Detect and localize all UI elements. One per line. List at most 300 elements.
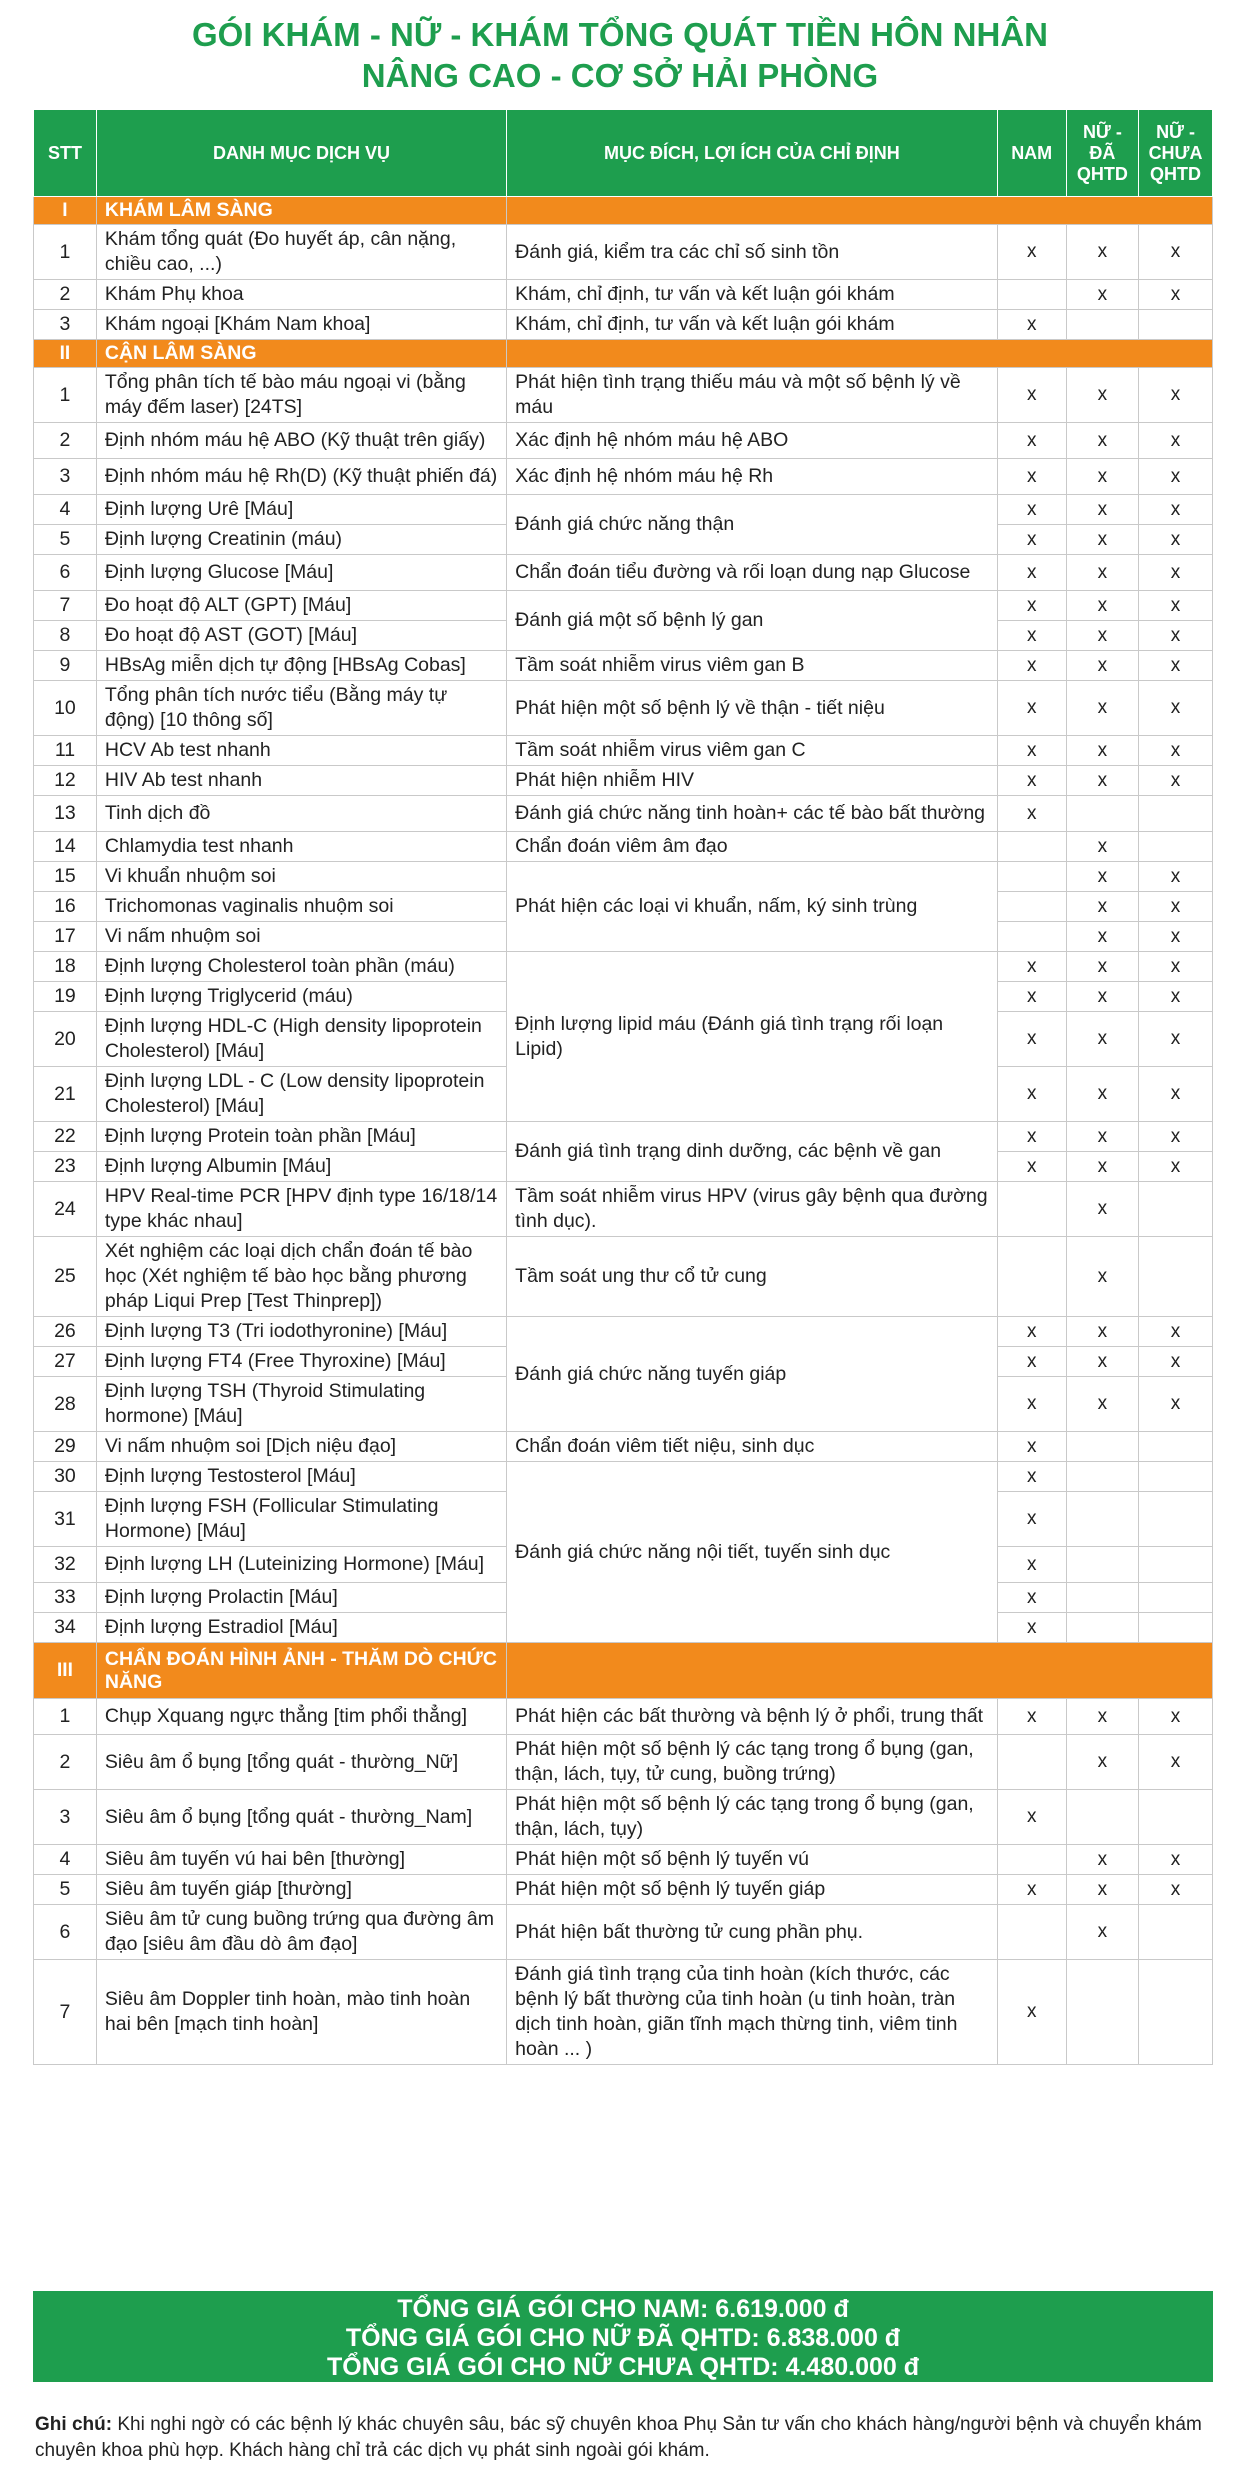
- row-stt: 6: [34, 555, 97, 591]
- mark-nu-da: [1066, 1547, 1138, 1583]
- purpose-text: Khám, chỉ định, tư vấn và kết luận gói khám: [507, 310, 997, 340]
- mark-nu-chua: x: [1139, 892, 1213, 922]
- mark-nu-chua: x: [1139, 1152, 1213, 1182]
- row-stt: 15: [34, 862, 97, 892]
- mark-nam: x: [997, 1347, 1066, 1377]
- mark-nu-chua: [1139, 1492, 1213, 1547]
- mark-nam: [997, 832, 1066, 862]
- mark-nu-da: x: [1066, 922, 1138, 952]
- purpose-text: Xác định hệ nhóm máu hệ ABO: [507, 423, 997, 459]
- mark-nu-da: x: [1066, 591, 1138, 621]
- mark-nam: [997, 1905, 1066, 1960]
- purpose-text: Chẩn đoán viêm âm đạo: [507, 832, 997, 862]
- service-name: Định lượng Prolactin [Máu]: [96, 1583, 506, 1613]
- table-row: [34, 1122, 1213, 1152]
- mark-nam: x: [997, 1317, 1066, 1347]
- row-stt: 7: [34, 591, 97, 621]
- row-stt: 31: [34, 1492, 97, 1547]
- service-name: Vi khuẩn nhuộm soi: [96, 862, 506, 892]
- mark-nam: x: [997, 952, 1066, 982]
- mark-nu-chua: [1139, 310, 1213, 340]
- service-name: Siêu âm tuyến vú hai bên [thường]: [96, 1845, 506, 1875]
- total-nu-chua: TỔNG GIÁ GÓI CHO NỮ CHƯA QHTD: 4.480.000 đ: [326, 2353, 920, 2381]
- mark-nu-chua: x: [1139, 736, 1213, 766]
- section-row: [34, 1643, 1213, 1699]
- service-name: Định lượng Triglycerid (máu): [96, 982, 506, 1012]
- section-number: III: [34, 1643, 97, 1699]
- note-label: Ghi chú:: [35, 2414, 113, 2435]
- table-row: [34, 1960, 1213, 2065]
- row-stt: 20: [34, 1012, 97, 1067]
- service-name: Chlamydia test nhanh: [96, 832, 506, 862]
- mark-nam: x: [997, 681, 1066, 736]
- page-title: [0, 14, 1240, 96]
- mark-nam: [997, 892, 1066, 922]
- mark-nu-chua: [1139, 1237, 1213, 1317]
- mark-nu-da: x: [1066, 1875, 1138, 1905]
- service-name: Định lượng FT4 (Free Thyroxine) [Máu]: [96, 1347, 506, 1377]
- mark-nu-da: x: [1066, 1067, 1138, 1122]
- mark-nu-chua: x: [1139, 651, 1213, 681]
- mark-nam: x: [997, 1492, 1066, 1547]
- row-stt: 27: [34, 1347, 97, 1377]
- footnote: [35, 2412, 1215, 2464]
- purpose-text: Tầm soát nhiễm virus viêm gan B: [507, 651, 997, 681]
- service-name: Đo hoạt độ ALT (GPT) [Máu]: [96, 591, 506, 621]
- mark-nu-chua: [1139, 1790, 1213, 1845]
- mark-nu-da: [1066, 1462, 1138, 1492]
- mark-nu-chua: [1139, 1547, 1213, 1583]
- table-row: [34, 368, 1213, 423]
- row-stt: 34: [34, 1613, 97, 1643]
- table-row: [34, 766, 1213, 796]
- purpose-text: Tầm soát nhiễm virus HPV (virus gây bệnh qua đường tình dục).: [507, 1182, 997, 1237]
- row-stt: 3: [34, 459, 97, 495]
- service-name: Định lượng LH (Luteinizing Hormone) [Máu]: [96, 1547, 506, 1583]
- table-row: [34, 1699, 1213, 1735]
- mark-nu-da: x: [1066, 832, 1138, 862]
- service-name: Trichomonas vaginalis nhuộm soi: [96, 892, 506, 922]
- mark-nu-da: x: [1066, 1122, 1138, 1152]
- mark-nam: x: [997, 796, 1066, 832]
- mark-nu-da: [1066, 1790, 1138, 1845]
- row-stt: 32: [34, 1547, 97, 1583]
- service-table: [33, 109, 1213, 2065]
- table-row: [34, 952, 1213, 982]
- table-row: [34, 1432, 1213, 1462]
- row-stt: 13: [34, 796, 97, 832]
- mark-nu-da: x: [1066, 280, 1138, 310]
- row-stt: 22: [34, 1122, 97, 1152]
- row-stt: 16: [34, 892, 97, 922]
- mark-nu-chua: x: [1139, 280, 1213, 310]
- mark-nu-chua: [1139, 1182, 1213, 1237]
- purpose-text: Phát hiện một số bệnh lý tuyến vú: [507, 1845, 997, 1875]
- mark-nu-chua: x: [1139, 525, 1213, 555]
- purpose-text: Đánh giá chức năng thận: [507, 495, 997, 555]
- purpose-text: Tầm soát ung thư cổ tử cung: [507, 1237, 997, 1317]
- purpose-text: Đánh giá, kiểm tra các chỉ số sinh tồn: [507, 225, 997, 280]
- mark-nu-da: x: [1066, 459, 1138, 495]
- row-stt: 28: [34, 1377, 97, 1432]
- section-title: CẬN LÂM SÀNG: [96, 340, 506, 368]
- mark-nu-chua: x: [1139, 1875, 1213, 1905]
- mark-nam: x: [997, 495, 1066, 525]
- service-name: Khám tổng quát (Đo huyết áp, cân nặng, chiều cao, ...): [96, 225, 506, 280]
- mark-nu-da: x: [1066, 1347, 1138, 1377]
- mark-nu-da: x: [1066, 952, 1138, 982]
- mark-nu-chua: x: [1139, 555, 1213, 591]
- service-name: Vi nấm nhuộm soi [Dịch niệu đạo]: [96, 1432, 506, 1462]
- mark-nu-da: x: [1066, 1699, 1138, 1735]
- row-stt: 30: [34, 1462, 97, 1492]
- table-row: [34, 1317, 1213, 1347]
- service-name: Định lượng FSH (Follicular Stimulating Hormone) [Máu]: [96, 1492, 506, 1547]
- header-service: DANH MỤC DỊCH VỤ: [96, 110, 506, 197]
- total-price-banner: [33, 2291, 1213, 2382]
- header-nu-da: NỮ - ĐÃ QHTD: [1066, 110, 1138, 197]
- mark-nu-da: x: [1066, 423, 1138, 459]
- section-title: KHÁM LÂM SÀNG: [96, 197, 506, 225]
- table-row: [34, 495, 1213, 525]
- purpose-text: Định lượng lipid máu (Đánh giá tình trạng rối loạn Lipid): [507, 952, 997, 1122]
- mark-nu-da: [1066, 310, 1138, 340]
- mark-nu-da: [1066, 1960, 1138, 2065]
- service-name: Tổng phân tích tế bào máu ngoại vi (bằng máy đếm laser) [24TS]: [96, 368, 506, 423]
- service-name: Định nhóm máu hệ ABO (Kỹ thuật trên giấy): [96, 423, 506, 459]
- total-nu-da: TỔNG GIÁ GÓI CHO NỮ ĐÃ QHTD: 6.838.000 đ: [345, 2324, 901, 2352]
- header-purpose: MỤC ĐÍCH, LỢI ÍCH CỦA CHỈ ĐỊNH: [507, 110, 997, 197]
- mark-nam: x: [997, 1960, 1066, 2065]
- mark-nam: x: [997, 651, 1066, 681]
- mark-nu-chua: x: [1139, 1845, 1213, 1875]
- service-name: Chụp Xquang ngực thẳng [tim phổi thẳng]: [96, 1699, 506, 1735]
- mark-nu-chua: x: [1139, 621, 1213, 651]
- table-row: [34, 1462, 1213, 1492]
- purpose-text: Phát hiện các loại vi khuẩn, nấm, ký sinh trùng: [507, 862, 997, 952]
- row-stt: 2: [34, 1735, 97, 1790]
- row-stt: 4: [34, 1845, 97, 1875]
- purpose-text: Đánh giá chức năng tinh hoàn+ các tế bào bất thường: [507, 796, 997, 832]
- mark-nu-da: x: [1066, 1012, 1138, 1067]
- note-text: Khi nghi ngờ có các bệnh lý khác chuyên sâu, bác sỹ chuyên khoa Phụ Sản tư vấn cho khách hàng/người bệnh và chuyển khám chuyên khoa phù hợp. Khách hàng chỉ trả các dịch vụ phát sinh ngoài gói khám.: [35, 2414, 1202, 2461]
- title-line-1: GÓI KHÁM - NỮ - KHÁM TỔNG QUÁT TIỀN HÔN NHÂN: [192, 16, 1048, 53]
- table-row: [34, 1237, 1213, 1317]
- service-name: Định lượng Testosterol [Máu]: [96, 1462, 506, 1492]
- mark-nu-chua: x: [1139, 862, 1213, 892]
- row-stt: 2: [34, 423, 97, 459]
- row-stt: 5: [34, 1875, 97, 1905]
- mark-nu-da: x: [1066, 621, 1138, 651]
- service-name: Siêu âm ổ bụng [tổng quát - thường_Nam]: [96, 1790, 506, 1845]
- service-name: Tổng phân tích nước tiểu (Bằng máy tự động) [10 thông số]: [96, 681, 506, 736]
- service-name: HCV Ab test nhanh: [96, 736, 506, 766]
- mark-nu-da: x: [1066, 1182, 1138, 1237]
- table-row: [34, 555, 1213, 591]
- mark-nu-da: [1066, 1432, 1138, 1462]
- mark-nu-chua: [1139, 1905, 1213, 1960]
- mark-nam: x: [997, 459, 1066, 495]
- table-row: [34, 796, 1213, 832]
- table-header-row: [34, 110, 1213, 197]
- mark-nu-da: x: [1066, 368, 1138, 423]
- service-name: Khám Phụ khoa: [96, 280, 506, 310]
- table-row: [34, 591, 1213, 621]
- mark-nu-da: [1066, 1492, 1138, 1547]
- section-filler: [507, 340, 1213, 368]
- row-stt: 29: [34, 1432, 97, 1462]
- purpose-text: Chẩn đoán tiểu đường và rối loạn dung nạp Glucose: [507, 555, 997, 591]
- mark-nam: x: [997, 423, 1066, 459]
- mark-nu-chua: x: [1139, 982, 1213, 1012]
- total-nam: TỔNG GIÁ GÓI CHO NAM: 6.619.000 đ: [397, 2295, 849, 2323]
- row-stt: 23: [34, 1152, 97, 1182]
- section-filler: [507, 197, 1213, 225]
- mark-nu-da: x: [1066, 892, 1138, 922]
- mark-nam: x: [997, 1875, 1066, 1905]
- table-row: [34, 1790, 1213, 1845]
- service-name: Định lượng Glucose [Máu]: [96, 555, 506, 591]
- mark-nu-da: x: [1066, 1237, 1138, 1317]
- service-name: Định lượng Protein toàn phần [Máu]: [96, 1122, 506, 1152]
- mark-nam: x: [997, 1432, 1066, 1462]
- purpose-text: Tầm soát nhiễm virus viêm gan C: [507, 736, 997, 766]
- table-row: [34, 1845, 1213, 1875]
- table-row: [34, 832, 1213, 862]
- section-row: [34, 197, 1213, 225]
- section-title: CHẨN ĐOÁN HÌNH ẢNH - THĂM DÒ CHỨC NĂNG: [96, 1643, 506, 1699]
- purpose-text: Đánh giá một số bệnh lý gan: [507, 591, 997, 651]
- mark-nu-da: x: [1066, 1735, 1138, 1790]
- header-nu-chua: NỮ - CHƯA QHTD: [1139, 110, 1213, 197]
- table-row: [34, 736, 1213, 766]
- row-stt: 7: [34, 1960, 97, 2065]
- mark-nam: x: [997, 1790, 1066, 1845]
- table-row: [34, 1735, 1213, 1790]
- mark-nam: x: [997, 1377, 1066, 1432]
- header-stt: STT: [34, 110, 97, 197]
- service-name: Đo hoạt độ AST (GOT) [Máu]: [96, 621, 506, 651]
- service-name: Định lượng LDL - C (Low density lipoprotein Cholesterol) [Máu]: [96, 1067, 506, 1122]
- purpose-text: Khám, chỉ định, tư vấn và kết luận gói khám: [507, 280, 997, 310]
- row-stt: 8: [34, 621, 97, 651]
- service-name: HIV Ab test nhanh: [96, 766, 506, 796]
- purpose-text: Đánh giá chức năng nội tiết, tuyến sinh dục: [507, 1462, 997, 1643]
- mark-nu-chua: [1139, 1583, 1213, 1613]
- mark-nu-da: x: [1066, 766, 1138, 796]
- mark-nu-chua: [1139, 832, 1213, 862]
- service-name: Siêu âm tuyến giáp [thường]: [96, 1875, 506, 1905]
- service-name: Định lượng T3 (Tri iodothyronine) [Máu]: [96, 1317, 506, 1347]
- service-name: Định lượng HDL-C (High density lipoprotein Cholesterol) [Máu]: [96, 1012, 506, 1067]
- service-name: Định lượng TSH (Thyroid Stimulating hormone) [Máu]: [96, 1377, 506, 1432]
- row-stt: 1: [34, 225, 97, 280]
- mark-nu-chua: x: [1139, 922, 1213, 952]
- row-stt: 3: [34, 310, 97, 340]
- mark-nam: x: [997, 368, 1066, 423]
- table-row: [34, 862, 1213, 892]
- table-row: [34, 1182, 1213, 1237]
- service-name: Định lượng Estradiol [Máu]: [96, 1613, 506, 1643]
- mark-nu-chua: [1139, 796, 1213, 832]
- row-stt: 11: [34, 736, 97, 766]
- mark-nam: x: [997, 525, 1066, 555]
- mark-nu-chua: [1139, 1432, 1213, 1462]
- mark-nam: x: [997, 591, 1066, 621]
- row-stt: 5: [34, 525, 97, 555]
- purpose-text: Đánh giá tình trạng của tinh hoàn (kích thước, các bệnh lý bất thường của tinh hoàn (u tinh hoàn, tràn dịch tinh hoàn, giãn tĩnh mạch thừng tinh, viêm tinh hoàn ... ): [507, 1960, 997, 2065]
- mark-nam: x: [997, 555, 1066, 591]
- mark-nam: [997, 862, 1066, 892]
- row-stt: 33: [34, 1583, 97, 1613]
- service-name: Định lượng Urê [Máu]: [96, 495, 506, 525]
- title-line-2: NÂNG CAO - CƠ SỞ HẢI PHÒNG: [361, 57, 879, 94]
- service-name: Siêu âm Doppler tinh hoàn, mào tinh hoàn hai bên [mạch tinh hoàn]: [96, 1960, 506, 2065]
- service-name: Định lượng Creatinin (máu): [96, 525, 506, 555]
- mark-nam: x: [997, 621, 1066, 651]
- table-row: [34, 681, 1213, 736]
- mark-nam: x: [997, 1012, 1066, 1067]
- service-name: Xét nghiệm các loại dịch chẩn đoán tế bào học (Xét nghiệm tế bào học bằng phương pháp Liqui Prep [Test Thinprep]): [96, 1237, 506, 1317]
- mark-nu-chua: x: [1139, 681, 1213, 736]
- purpose-text: Đánh giá chức năng tuyến giáp: [507, 1317, 997, 1432]
- service-name: Khám ngoại [Khám Nam khoa]: [96, 310, 506, 340]
- mark-nu-chua: x: [1139, 459, 1213, 495]
- mark-nu-chua: x: [1139, 591, 1213, 621]
- mark-nu-da: [1066, 1613, 1138, 1643]
- purpose-text: Đánh giá tình trạng dinh dưỡng, các bệnh về gan: [507, 1122, 997, 1182]
- table-row: [34, 423, 1213, 459]
- table-row: [34, 1875, 1213, 1905]
- row-stt: 2: [34, 280, 97, 310]
- mark-nu-da: x: [1066, 982, 1138, 1012]
- mark-nu-chua: x: [1139, 1067, 1213, 1122]
- service-name: Siêu âm tử cung buồng trứng qua đường âm đạo [siêu âm đầu dò âm đạo]: [96, 1905, 506, 1960]
- mark-nam: x: [997, 1547, 1066, 1583]
- mark-nu-da: [1066, 1583, 1138, 1613]
- row-stt: 6: [34, 1905, 97, 1960]
- mark-nam: x: [997, 982, 1066, 1012]
- mark-nu-chua: x: [1139, 225, 1213, 280]
- purpose-text: Phát hiện các bất thường và bệnh lý ở phổi, trung thất: [507, 1699, 997, 1735]
- row-stt: 19: [34, 982, 97, 1012]
- mark-nam: x: [997, 1699, 1066, 1735]
- service-name: HPV Real-time PCR [HPV định type 16/18/14 type khác nhau]: [96, 1182, 506, 1237]
- row-stt: 1: [34, 1699, 97, 1735]
- mark-nam: x: [997, 766, 1066, 796]
- mark-nu-da: x: [1066, 495, 1138, 525]
- mark-nam: x: [997, 1122, 1066, 1152]
- mark-nu-chua: x: [1139, 423, 1213, 459]
- mark-nu-da: [1066, 796, 1138, 832]
- table-row: [34, 310, 1213, 340]
- table-row: [34, 225, 1213, 280]
- mark-nu-chua: [1139, 1613, 1213, 1643]
- table-row: [34, 1905, 1213, 1960]
- mark-nu-da: x: [1066, 862, 1138, 892]
- mark-nam: x: [997, 1462, 1066, 1492]
- mark-nam: [997, 922, 1066, 952]
- service-name: Tinh dịch đồ: [96, 796, 506, 832]
- mark-nu-da: x: [1066, 1377, 1138, 1432]
- row-stt: 12: [34, 766, 97, 796]
- mark-nam: [997, 280, 1066, 310]
- section-number: I: [34, 197, 97, 225]
- mark-nu-chua: [1139, 1462, 1213, 1492]
- row-stt: 25: [34, 1237, 97, 1317]
- mark-nam: x: [997, 736, 1066, 766]
- row-stt: 26: [34, 1317, 97, 1347]
- mark-nu-chua: x: [1139, 1699, 1213, 1735]
- mark-nam: [997, 1182, 1066, 1237]
- purpose-text: Phát hiện một số bệnh lý các tạng trong ổ bụng (gan, thận, lách, tụy): [507, 1790, 997, 1845]
- mark-nam: x: [997, 225, 1066, 280]
- mark-nu-da: x: [1066, 225, 1138, 280]
- mark-nu-da: x: [1066, 651, 1138, 681]
- row-stt: 9: [34, 651, 97, 681]
- table-row: [34, 651, 1213, 681]
- mark-nu-da: x: [1066, 1905, 1138, 1960]
- purpose-text: Phát hiện một số bệnh lý về thận - tiết niệu: [507, 681, 997, 736]
- mark-nu-da: x: [1066, 736, 1138, 766]
- service-name: Siêu âm ổ bụng [tổng quát - thường_Nữ]: [96, 1735, 506, 1790]
- purpose-text: Xác định hệ nhóm máu hệ Rh: [507, 459, 997, 495]
- service-name: HBsAg miễn dịch tự động [HBsAg Cobas]: [96, 651, 506, 681]
- mark-nam: [997, 1735, 1066, 1790]
- service-name: Định lượng Cholesterol toàn phần (máu): [96, 952, 506, 982]
- table-row: [34, 280, 1213, 310]
- purpose-text: Phát hiện một số bệnh lý tuyến giáp: [507, 1875, 997, 1905]
- mark-nu-chua: x: [1139, 368, 1213, 423]
- mark-nu-da: x: [1066, 1845, 1138, 1875]
- row-stt: 10: [34, 681, 97, 736]
- mark-nu-chua: x: [1139, 1377, 1213, 1432]
- mark-nam: x: [997, 1152, 1066, 1182]
- mark-nu-chua: x: [1139, 1012, 1213, 1067]
- mark-nu-chua: x: [1139, 1122, 1213, 1152]
- mark-nu-chua: x: [1139, 1735, 1213, 1790]
- row-stt: 14: [34, 832, 97, 862]
- header-nam: NAM: [997, 110, 1066, 197]
- mark-nu-chua: [1139, 1960, 1213, 2065]
- mark-nu-chua: x: [1139, 495, 1213, 525]
- row-stt: 18: [34, 952, 97, 982]
- row-stt: 3: [34, 1790, 97, 1845]
- row-stt: 4: [34, 495, 97, 525]
- section-filler: [507, 1643, 1213, 1699]
- service-name: Định lượng Albumin [Máu]: [96, 1152, 506, 1182]
- mark-nu-da: x: [1066, 1317, 1138, 1347]
- mark-nu-da: x: [1066, 1152, 1138, 1182]
- mark-nu-da: x: [1066, 525, 1138, 555]
- mark-nu-chua: x: [1139, 1317, 1213, 1347]
- mark-nam: x: [997, 1067, 1066, 1122]
- mark-nu-chua: x: [1139, 766, 1213, 796]
- purpose-text: Phát hiện một số bệnh lý các tạng trong ổ bụng (gan, thận, lách, tụy, tử cung, buồng trứng): [507, 1735, 997, 1790]
- row-stt: 24: [34, 1182, 97, 1237]
- mark-nam: [997, 1845, 1066, 1875]
- section-number: II: [34, 340, 97, 368]
- purpose-text: Phát hiện nhiễm HIV: [507, 766, 997, 796]
- purpose-text: Phát hiện bất thường tử cung phần phụ.: [507, 1905, 997, 1960]
- mark-nu-da: x: [1066, 681, 1138, 736]
- purpose-text: Chẩn đoán viêm tiết niệu, sinh dục: [507, 1432, 997, 1462]
- mark-nam: x: [997, 310, 1066, 340]
- mark-nam: x: [997, 1613, 1066, 1643]
- mark-nam: [997, 1237, 1066, 1317]
- mark-nu-chua: x: [1139, 952, 1213, 982]
- mark-nu-da: x: [1066, 555, 1138, 591]
